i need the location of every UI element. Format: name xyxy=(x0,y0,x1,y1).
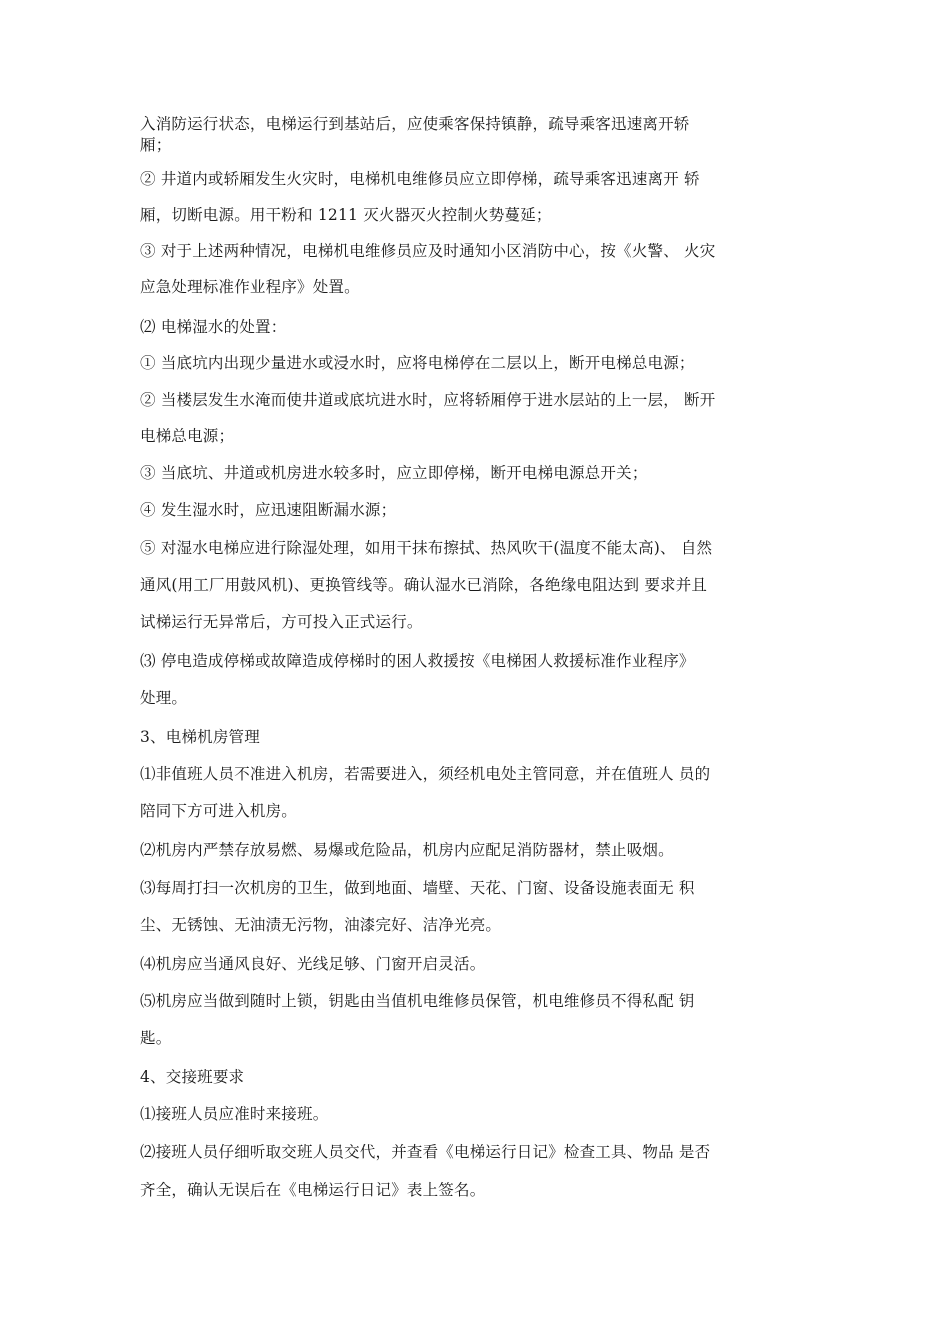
text-line: ⑷机房应当通风良好、光线足够、门窗开启灵活。 xyxy=(140,955,486,973)
text-line: 电梯总电源； xyxy=(140,427,235,445)
text-line: ③ 当底坑、井道或机房进水较多时，应立即停梯，断开电梯电源总开关； xyxy=(140,464,648,482)
text-line: 试梯运行无异常后，方可投入正式运行。 xyxy=(140,613,423,631)
text-line: ⑵机房内严禁存放易燃、易爆或危险品，机房内应配足消防器材，禁止吸烟。 xyxy=(140,841,674,859)
text-line: ④ 发生湿水时，应迅速阻断漏水源； xyxy=(140,501,397,519)
text-line: 入消防运行状态，电梯运行到基站后，应使乘客保持镇静，疏导乘客迅速离开轿 xyxy=(140,115,690,133)
text-line: ⑤ 对湿水电梯应进行除湿处理，如用干抹布擦拭、热风吹干(温度不能太高)、 自然 xyxy=(140,539,713,557)
text-line: ② 井道内或轿厢发生火灾时，电梯机电维修员应立即停梯，疏导乘客迅速离开 轿 xyxy=(140,170,700,188)
text-line: ② 当楼层发生水淹而使井道或底坑进水时，应将轿厢停于进水层站的上一层， 断开 xyxy=(140,391,716,409)
text-line: ① 当底坑内出现少量进水或浸水时，应将电梯停在二层以上，断开电梯总电源； xyxy=(140,354,695,372)
section-heading: 4、交接班要求 xyxy=(140,1068,245,1086)
text-line: ⑸机房应当做到随时上锁，钥匙由当值机电维修员保管，机电维修员不得私配 钥 xyxy=(140,992,695,1010)
text-line: 齐全，确认无误后在《电梯运行日记》表上签名。 xyxy=(140,1181,486,1199)
text-line: ⑵ 电梯湿水的处置： xyxy=(140,318,287,336)
text-line: ③ 对于上述两种情况，电梯机电维修员应及时通知小区消防中心，按《火警、 火灾 xyxy=(140,242,716,260)
text-line: 应急处理标准作业程序》处置。 xyxy=(140,278,360,296)
text-line: 陪同下方可进入机房。 xyxy=(140,802,298,820)
text-line: ⑴非值班人员不准进入机房，若需要进入，须经机电处主管同意，并在值班人 员的 xyxy=(140,765,711,783)
section-heading: 3、电梯机房管理 xyxy=(140,728,260,746)
text-line: 匙。 xyxy=(140,1029,172,1047)
text-line: ⑶ 停电造成停梯或故障造成停梯时的困人救援按《电梯困人救援标准作业程序》 xyxy=(140,652,695,670)
text-line: 厢； xyxy=(140,136,172,154)
text-line: ⑶每周打扫一次机房的卫生，做到地面、墙壁、天花、门窗、设备设施表面无 积 xyxy=(140,879,695,897)
text-line: ⑵接班人员仔细听取交班人员交代，并查看《电梯运行日记》检查工具、物品 是否 xyxy=(140,1143,711,1161)
text-line: 厢，切断电源。用干粉和 1211 灭火器灭火控制火势蔓延； xyxy=(140,206,552,224)
text-line: ⑴接班人员应准时来接班。 xyxy=(140,1105,329,1123)
text-line: 处理。 xyxy=(140,689,188,707)
text-line: 尘、无锈蚀、无油渍无污物，油漆完好、洁净光亮。 xyxy=(140,916,502,934)
text-line: 通风(用工厂用鼓风机)、更换管线等。确认湿水已消除，各绝缘电阻达到 要求并且 xyxy=(140,576,708,594)
